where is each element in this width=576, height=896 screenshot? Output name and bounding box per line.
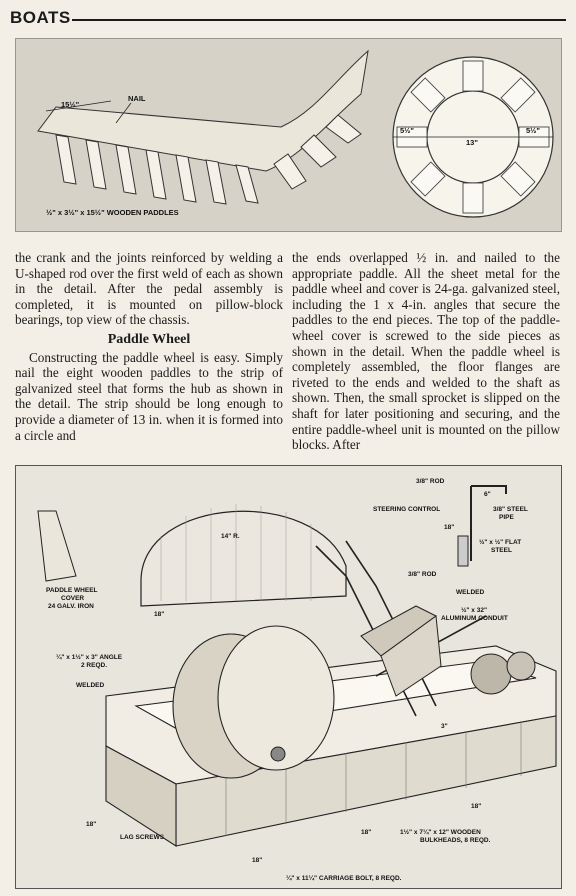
steering-control-label: STEERING CONTROL [373, 506, 441, 513]
hub-diameter-dimension: 13" [466, 138, 478, 147]
assembly-figure [15, 465, 562, 889]
three-inch-dimension: 3" [441, 723, 448, 730]
mid-dimension: 18" [361, 829, 372, 836]
header-rule [72, 19, 566, 21]
steering-dimension: 18" [444, 524, 455, 531]
pipe-label-line1: 3/8" STEEL [493, 506, 528, 513]
six-inch-dimension: 6" [484, 491, 491, 498]
rod-mid-label: 3/8" ROD [408, 571, 437, 578]
rod-top-label: 3/8" ROD [416, 478, 445, 485]
cover-edge-detail [38, 511, 76, 581]
conduit-label-line2: ALUMINUM CONDUIT [441, 615, 508, 622]
paddle-detail-drawing [16, 39, 561, 231]
text-column-right [292, 250, 560, 453]
large-sprocket [471, 654, 511, 694]
conduit-label-line1: ½" x 32" [461, 607, 488, 614]
length-dimension: 15½" [61, 100, 80, 109]
paddles-label: ½" x 3½" x 15½" WOODEN PADDLES [46, 208, 179, 217]
bottom-dimension: 18" [252, 857, 263, 864]
welded-label-right: WELDED [456, 589, 485, 596]
bulkheads-label-line2: BULKHEADS, 8 REQD. [420, 837, 491, 844]
angle-label-line2: 2 REQD. [81, 662, 108, 669]
flat-steel-label-line1: ½" x ½" FLAT [479, 539, 522, 546]
section-title: BOATS [10, 8, 71, 27]
paragraph: the crank and the joints reinforced by welding a U-shaped rod over the first weld of each as shown in the detail. After the pedal assembly is completed, it is mounted on pillow-block bearings, top view of the chassis. [15, 250, 283, 328]
bulkheads-label-line1: 1½" x 7¼" x 12" WOODEN [400, 829, 481, 836]
lag-screws-label: LAG SCREWS [120, 834, 165, 841]
carriage-bolt-label: ¼" x 11¼" CARRIAGE BOLT, 8 REQD. [286, 875, 402, 882]
small-sprocket [507, 652, 535, 680]
right-dimension: 18" [471, 803, 482, 810]
cover-label-line2: COVER [61, 595, 85, 602]
cover-label-line3: 24 GALV. IRON [48, 603, 94, 610]
paddle-wheel-cover [141, 511, 346, 606]
hub-right-dimension: 5½" [526, 126, 540, 135]
nail-label: NAIL [128, 94, 146, 103]
paragraph: Constructing the paddle wheel is easy. Simply nail the eight wooden paddles to the strip of galvanized steel that forms the hub as shown in the detail. The strip should be long enough to provide a diameter of 13 in. when it is formed into a circle and [15, 349, 283, 443]
paddle-detail-figure [15, 38, 562, 232]
welded-label-left: WELDED [76, 682, 105, 689]
pipe-label-line2: PIPE [499, 514, 514, 521]
paragraph: the ends overlapped ½ in. and nailed to the appropriate paddle. All the sheet metal for the paddle wheel and cover is 24-ga. galvanized steel, including the 1 x 4-in. angles that secure the paddles to the end pieces. The top of the paddle-wheel cover is screwed to the side pieces as shown in the detail. When the paddle wheel is completely assembled, the floor flanges are riveted to the ends and welded to the shaft as shown. Then, the small sprocket is slipped on the shaft for later positioning and securing, and the entire paddle-wheel unit is mounted on the pillow blocks. After [292, 250, 560, 453]
left-dimension: 18" [86, 821, 97, 828]
wheel-hub [271, 747, 285, 761]
cover-radius-label: 14" R. [221, 533, 240, 540]
text-column-left [15, 250, 283, 443]
steering-pipe [458, 536, 468, 566]
page-header [10, 8, 566, 30]
flat-steel-label-line2: STEEL [491, 547, 512, 554]
hub-diagram [393, 57, 553, 217]
subheading-paddle-wheel: Paddle Wheel [107, 331, 191, 347]
assembly-drawing [16, 466, 561, 888]
hub-left-dimension: 5½" [400, 126, 414, 135]
angle-label-line1: ¼" x 1½" x 3" ANGLE [56, 654, 123, 661]
cover-dimension: 18" [154, 611, 165, 618]
cover-label-line1: PADDLE WHEEL [46, 587, 98, 594]
